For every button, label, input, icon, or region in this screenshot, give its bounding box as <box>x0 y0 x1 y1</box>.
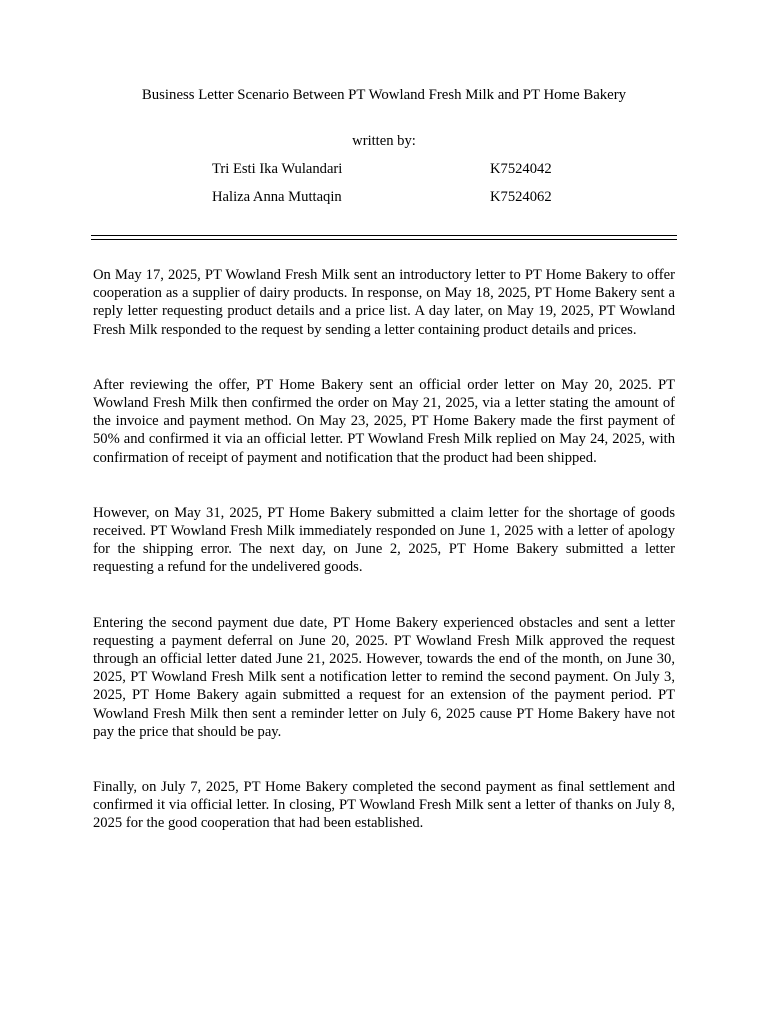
divider-line <box>91 235 677 236</box>
author-name: Haliza Anna Muttaqin <box>212 189 342 205</box>
paragraph: Entering the second payment due date, PT Home Bakery experienced obstacles and sent a letter requesting a payment deferral on June 20, 2025. PT Wowland Fresh Milk approved the request through an official letter dated June 21, 2025. However, towards the end of the month, on June 30, 2025, PT Wowland Fresh Milk sent a notification letter to remind the second payment. On July 3, 2025, PT Home Bakery again submitted a request for an extension of the payment period. PT Wowland Fresh Milk then sent a reminder letter on July 6, 2025 cause PT Home Bakery have not pay the price that should be pay. <box>93 614 675 740</box>
author-id: K7524042 <box>490 161 552 177</box>
paragraph: After reviewing the offer, PT Home Bakery sent an official order letter on May 20, 2025. PT Wowland Fresh Milk then confirmed the order on May 21, 2025, via a letter stating the amount of the invoice and payment method. On May 23, 2025, PT Home Bakery made the first payment of 50% and confirmed it via an official letter. PT Wowland Fresh Milk replied on May 24, 2025, with confirmation of receipt of payment and notification that the product had been shipped. <box>93 376 675 466</box>
divider-line <box>91 239 677 240</box>
paragraph: However, on May 31, 2025, PT Home Bakery submitted a claim letter for the shortage of goods received. PT Wowland Fresh Milk immediately responded on June 1, 2025 with a letter of apology for the shipping error. The next day, on June 2, 2025, PT Home Bakery submitted a letter requesting a refund for the undelivered goods. <box>93 504 675 576</box>
author-id: K7524062 <box>490 189 552 205</box>
paragraph: Finally, on July 7, 2025, PT Home Bakery completed the second payment as final settlement and confirmed it via official letter. In closing, PT Wowland Fresh Milk sent a letter of thanks on July 8, 2025 for the good cooperation that had been established. <box>93 779 675 832</box>
author-name: Tri Esti Ika Wulandari <box>212 161 343 177</box>
document-body <box>93 266 675 870</box>
written-by-label: written by: <box>352 133 416 149</box>
document-title: Business Letter Scenario Between PT Wowland Fresh Milk and PT Home Bakery <box>141 87 627 103</box>
paragraph: On May 17, 2025, PT Wowland Fresh Milk sent an introductory letter to PT Home Bakery to offer cooperation as a supplier of dairy products. In response, on May 18, 2025, PT Home Bakery sent a reply letter requesting product details and a price list. A day later, on May 19, 2025, PT Wowland Fresh Milk responded to the request by sending a letter containing product details and prices. <box>93 267 675 338</box>
